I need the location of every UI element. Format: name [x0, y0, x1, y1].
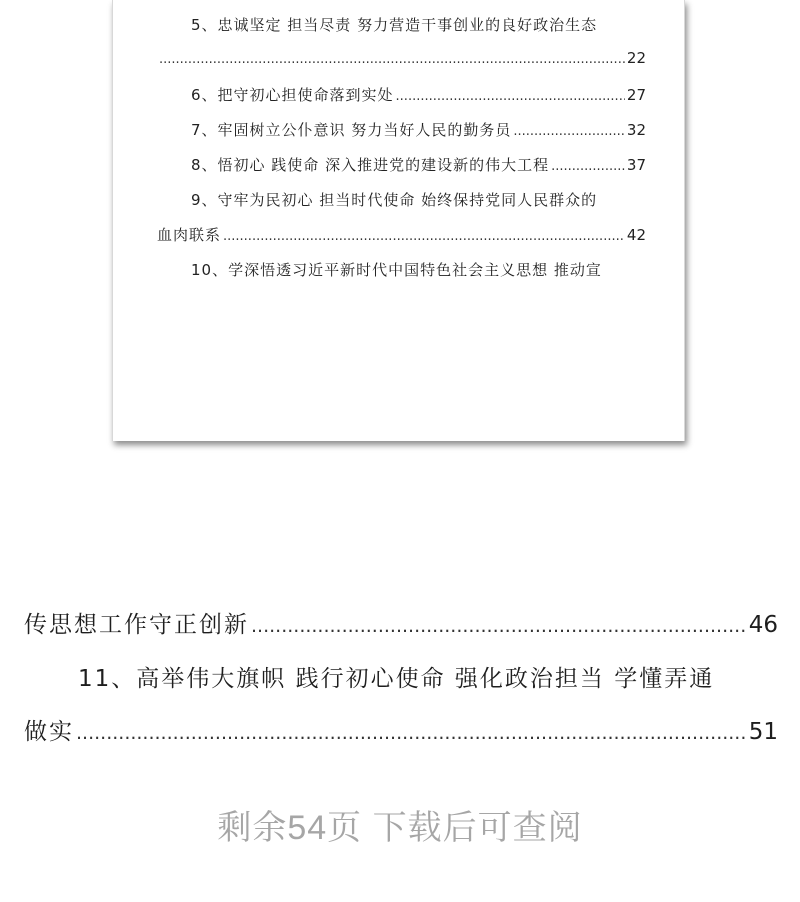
toc-entry-9: [157, 189, 646, 210]
remaining-pages-notice: 剩余54页 下载后可查阅: [217, 809, 583, 847]
toc-entry-5: [157, 14, 646, 35]
toc-entry-title: 5、忠诚坚定 担当尽责 努力营造干事创业的良好政治生态: [191, 16, 598, 34]
toc-page-number: 22: [626, 49, 646, 67]
toc-leader-dots: [251, 615, 747, 637]
toc-leader-dots: [513, 124, 625, 139]
toc-page-number: 37: [626, 156, 646, 174]
toc-leader-dots: [396, 89, 625, 104]
toc-entry-10-continuation: [24, 606, 778, 639]
toc-entry-title: 8、悟初心 践使命 深入推进党的建设新的伟大工程: [191, 156, 550, 174]
toc-page-number: 27: [626, 86, 646, 104]
toc-page-number: 32: [626, 121, 646, 139]
toc-entry-title: 做实: [24, 719, 74, 745]
toc-entry-10: [157, 259, 646, 280]
toc-leader-dots: [223, 229, 625, 244]
toc-entry-7: [157, 119, 646, 140]
toc-entry-title: 血肉联系: [157, 226, 222, 244]
toc-entry-title: 9、守牢为民初心 担当时代使命 始终保持党同人民群众的: [191, 191, 598, 209]
toc-entry-11-continuation: [24, 713, 778, 746]
toc-entry-title: 传思想工作守正创新: [24, 612, 249, 638]
toc-leader-dots: [551, 159, 625, 174]
toc-entry-9-continuation: [157, 224, 646, 245]
toc-entry-8: [157, 154, 646, 175]
toc-leader-dots: [159, 52, 625, 67]
document-page-preview: [112, 0, 685, 441]
toc-entry-5-page-line: [157, 49, 646, 67]
toc-page-number: 51: [748, 719, 778, 745]
toc-page-number: 42: [626, 226, 646, 244]
toc-entry-6: [157, 84, 646, 105]
toc-page-number: 46: [748, 612, 778, 638]
toc-entry-11: [24, 660, 778, 693]
toc-entry-title: 10、学深悟透习近平新时代中国特色社会主义思想 推动宣: [191, 261, 602, 279]
toc-leader-dots: [76, 722, 747, 744]
toc-entry-title: 6、把守初心担使命落到实处: [191, 86, 394, 104]
toc-entry-title: 7、牢固树立公仆意识 努力当好人民的勤务员: [191, 121, 512, 139]
toc-entry-title: 11、高举伟大旗帜 践行初心使命 强化政治担当 学懂弄通: [78, 666, 715, 692]
